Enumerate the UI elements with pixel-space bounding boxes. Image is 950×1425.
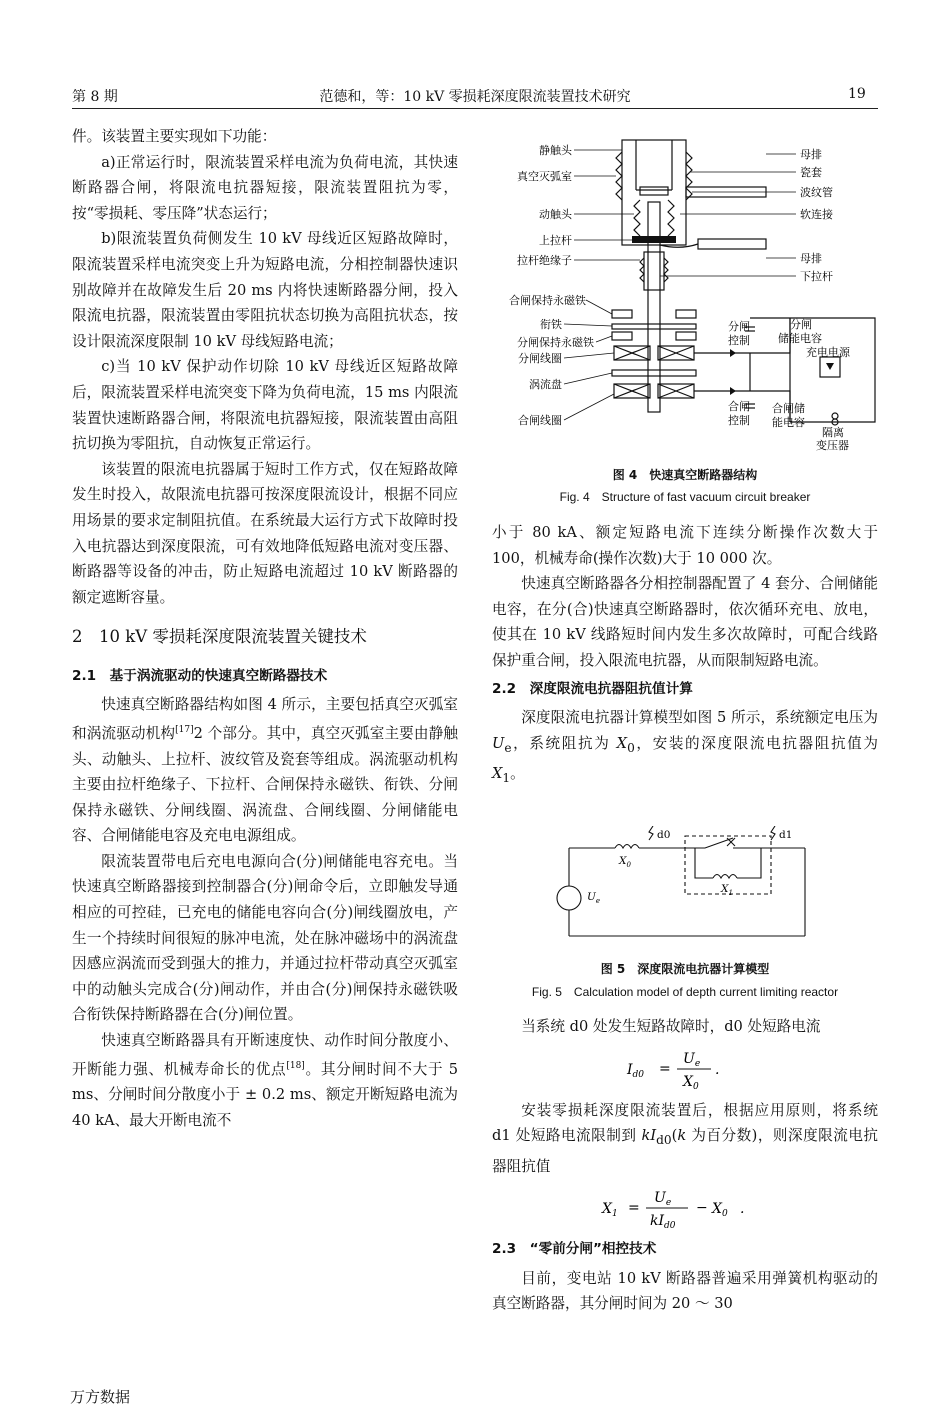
section-heading-2-3: 2.3 “零前分闸”相控技术 <box>492 1241 657 1258</box>
header-rule <box>72 108 878 109</box>
svg-text:Id0: $I_{d0}$ <box>627 1061 645 1080</box>
label-bellows: 波纹管 <box>800 186 833 199</box>
paragraph: 目前，变电站 10 kV 断路器普遍采用弹簧机构驱动的真空断路器，其分闸时间为 20 ～ 30 <box>492 1269 878 1313</box>
figure-4-caption-cn: 图 4 快速真空断路器结构 <box>612 468 758 482</box>
label-open-control: 分闸 <box>728 320 750 333</box>
svg-text:−: − <box>696 1200 708 1217</box>
equation-1 <box>492 1046 878 1092</box>
fault-point-d1: d1 <box>779 829 793 841</box>
svg-text:.: . <box>740 1201 745 1218</box>
svg-text:=: = <box>659 1060 671 1077</box>
section-heading-2-1: 2.1 基于涡流驱动的快速真空断路器技术 <box>72 667 328 684</box>
left-column <box>72 124 458 1133</box>
inductor-x1 <box>713 875 737 879</box>
watermark: 万方数据 <box>70 1388 131 1406</box>
label-close-capacitor: 能电容 <box>772 416 805 429</box>
citation-ref[interactable]: [17] <box>175 725 194 736</box>
interrupter-body <box>622 140 686 245</box>
voltage-source <box>557 886 581 910</box>
svg-text:=: = <box>628 1200 640 1217</box>
svg-text:Ue: $U_e$ <box>683 1050 701 1069</box>
svg-text:X1: $X_1$ <box>602 1201 618 1220</box>
paragraph: 件。该装置主要实现如下功能： <box>72 128 277 145</box>
citation-ref[interactable]: [18] <box>286 1060 305 1071</box>
paragraph: 快速真空断路器结构如图 4 所示，主要包括真空灭弧室和涡流驱动机构[17]2 个部分。其中，真空灭弧室主要由静触头、动触头、上拉杆、波纹管及瓷套等组成。涡流驱动机构主要由拉杆绝缘子、下拉杆、合闸保持永磁铁、衔铁、分闸保持永磁铁、分闸线圈、涡流盘、合闸线圈、分闸储能电容、合闸储能电容及充电电源组成。 <box>72 696 458 845</box>
paragraph: 当系统 d0 处发生短路故障时，d0 处短路电流 <box>521 1018 821 1035</box>
paragraph: 该装置的限流电抗器属于短时工作方式，仅在短路故障发生时投入，故限流电抗器可按深度限流设计，根据不同应用场景的要求定制阻抗值。在系统最大运行方式下故障时投入电抗器达到深度限流，可有效地降低短路电流对变压器、断路器等设备的冲击，防止短路电流超过 10 kV 断路器的额定遮断容量。 <box>72 460 458 606</box>
figure-4-breaker-diagram <box>490 132 880 457</box>
label-close-capacitor: 合闸储 <box>772 402 805 415</box>
paragraph: b)限流装置负荷侧发生 10 kV 母线近区短路故障时，限流装置采样电流突变上升为短路电流，分相控制器快速识别故障并在故障发生后 20 ms 内将快速断路器分闸，投入限流电抗器，限流装置由零阻抗状态切换为高阻抗状态，按设计限流深度限制 10 kV 母线短路电流； <box>72 230 458 350</box>
label-moving-contact: 动触头 <box>539 208 572 221</box>
svg-text:Ue: $U_e$ <box>654 1190 672 1209</box>
figure-5-caption-cn: 图 5 深度限流电抗器计算模型 <box>600 962 770 976</box>
label-vacuum-interrupter: 真空灭弧室 <box>517 170 572 183</box>
label-flex-connection: 软连接 <box>800 208 833 221</box>
figure-4-caption-en: Fig. 4 Structure of fast vacuum circuit breaker <box>559 490 811 504</box>
label-open-control: 控制 <box>728 334 750 347</box>
svg-text:kId0: $kI_{d0}$ <box>650 1213 676 1232</box>
label-isolation-transformer: 变压器 <box>816 439 849 452</box>
label-open-capacitor: 分闸 <box>790 318 812 331</box>
paragraph: 限流装置带电后充电电源向合(分)闸储能电容充电。当快速真空断路器接到控制器合(分)闸命令后，立即触发导通相应的可控硅，已充电的储能电容向合(分)闸线圈放电，产生一个持续时间很短的脉冲电流，处在脉冲磁场中的涡流盘因感应涡流而受到强大的推力，并通过拉杆带动真空灭弧室中的动触头完成合(分)闸动作，并由合(分)闸保持永磁铁吸合衔铁保持断路器在合(分)闸位置。 <box>72 852 458 1024</box>
right-column-top <box>492 520 878 792</box>
svg-text:X0: $X_0$ <box>683 1073 699 1092</box>
paragraph: 快速真空断路器具有开断速度快、动作时间分散度小、开断能力强、机械寿命长的优点[18]。其分闸时间不大于 5 ms、分闸时间分散度小于 ± 0.2 ms、额定开断短路电流为 40 kA、最大开断电流不 <box>72 1032 458 1129</box>
issue-number: 第 8 期 <box>72 89 118 105</box>
fault-point-d0: d0 <box>657 829 671 841</box>
figure-5-caption-en: Fig. 5 Calculation model of depth current limiting reactor <box>531 985 839 999</box>
paragraph: 深度限流电抗器计算模型如图 5 所示，系统额定电压为 $U_e$，系统阻抗为 $X_0$，安装的深度限流电抗器阻抗值为 $X_1$。 <box>492 709 878 786</box>
paragraph: c)当 10 kV 保护动作切除 10 kV 母线近区短路故障后，限流装置采样电流突变下降为负荷电流，15 ms 内限流装置快速断路器合闸，将限流电抗器短接，限流装置由高阻抗切换为零阻抗，自动恢复正常运行。 <box>72 358 458 453</box>
label-close-control: 控制 <box>728 414 750 427</box>
label-charger: 充电电源 <box>806 346 850 359</box>
running-title: 范德和，等：10 kV 零损耗深度限流装置技术研究 <box>319 89 631 105</box>
paragraph: 小于 80 kA、额定短路电流下连续分断操作次数大于 100，机械寿命(操作次数)大于 10 000 次。 <box>492 524 878 567</box>
paragraph: 安装零损耗深度限流装置后，根据应用原则，将系统 d1 处短路电流限制到 $kI_{d0}(k$ 为百分数)，则深度限流电抗器阻抗值 <box>492 1101 879 1175</box>
label-busbar-top: 母排 <box>800 148 822 161</box>
section-heading-2: 2 10 kV 零损耗深度限流装置关键技术 <box>72 627 367 647</box>
paragraph: a)正常运行时，限流装置采样电流为负荷电流，其快速断路器合闸，将限流电抗器短接，限流装置阻抗为零，按“零损耗、零压降”状态运行； <box>72 153 458 222</box>
label-rod-insulator: 拉杆绝缘子 <box>517 254 572 267</box>
paragraph: 快速真空断路器各分相控制器配置了 4 套分、合闸储能电容，在分(合)快速真空断路器时，依次循环充电、放电，使其在 10 kV 线路短时间内发生多次故障时，可配合线路保护重合闸，投入限流电抗器，从而限制短路电流。 <box>492 575 878 669</box>
figure-5-circuit-model <box>555 826 815 944</box>
label-upper-rod: 上拉杆 <box>539 234 572 247</box>
label-bushing: 瓷套 <box>800 166 822 179</box>
label-static-contact: 静触头 <box>539 144 572 157</box>
label-close-magnet: 合闸保持永磁铁 <box>509 294 586 307</box>
label-open-coil: 分闸线圈 <box>518 352 562 365</box>
label-busbar-bottom: 母排 <box>800 252 822 265</box>
label-ue: $U_e$ <box>587 891 601 905</box>
label-x0: $X_0$ <box>619 855 631 869</box>
svg-text:X0: $X_0$ <box>712 1201 728 1220</box>
label-open-capacitor: 储能电容 <box>778 332 822 345</box>
section-heading-2-2: 2.2 深度限流电抗器阻抗值计算 <box>492 680 693 697</box>
label-isolation-transformer: 隔离 <box>822 426 844 439</box>
right-column-bottom <box>492 1014 878 1317</box>
label-x1: $X_1$ <box>721 883 733 897</box>
inductor-x0 <box>615 845 639 849</box>
label-close-control: 合闸 <box>728 400 750 413</box>
svg-text:.: . <box>715 1061 720 1078</box>
label-close-coil: 合闸线圈 <box>518 414 562 427</box>
page-number: 19 <box>848 86 866 102</box>
label-armature: 衔铁 <box>540 318 562 331</box>
label-open-magnet: 分闸保持永磁铁 <box>517 336 594 349</box>
label-lower-rod: 下拉杆 <box>800 270 833 283</box>
label-eddy-disk: 涡流盘 <box>529 378 562 391</box>
equation-2 <box>492 1185 878 1231</box>
